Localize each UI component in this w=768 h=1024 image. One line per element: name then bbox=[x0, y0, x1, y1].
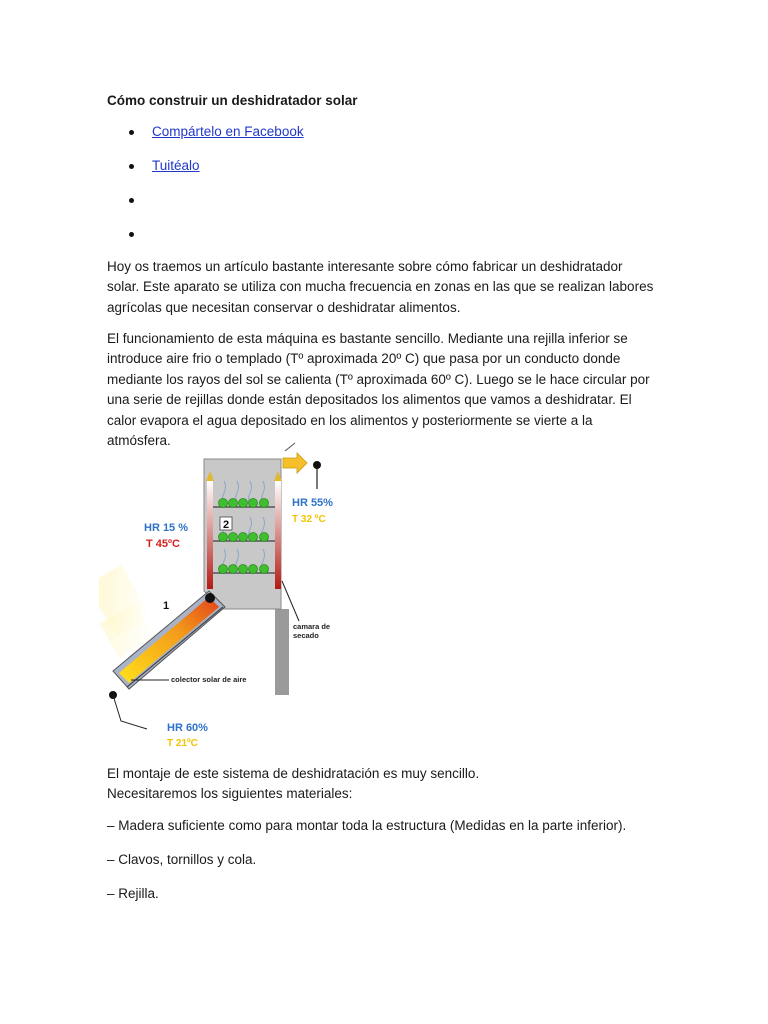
material-item: – Rejilla. bbox=[107, 886, 159, 901]
share-item-facebook bbox=[107, 122, 304, 156]
share-facebook-link[interactable]: Compártelo en Facebook bbox=[152, 124, 304, 139]
drying-chamber bbox=[204, 459, 282, 609]
materials-intro-paragraph: El montaje de este sistema de deshidratación es muy sencillo. Necesitaremos los siguientes materiales: bbox=[107, 766, 480, 802]
share-twitter-link[interactable]: Tuitéalo bbox=[152, 158, 200, 173]
chamber-label-line1: camara de bbox=[293, 622, 331, 631]
t-mid-label: T 45ºC bbox=[146, 538, 180, 550]
share-list bbox=[107, 122, 304, 258]
hr-mid-label: HR 15 % bbox=[144, 522, 189, 534]
hr-top-label: HR 55% bbox=[292, 497, 333, 509]
exhaust-arrow bbox=[283, 443, 321, 489]
share-item-empty-1 bbox=[107, 190, 304, 224]
solar-dryer-diagram bbox=[99, 441, 343, 751]
share-item-empty-2 bbox=[107, 224, 304, 258]
support-leg bbox=[275, 609, 289, 695]
diagram-number-1: 1 bbox=[163, 600, 170, 612]
material-item: – Clavos, tornillos y cola. bbox=[107, 852, 257, 867]
explanation-paragraph: El funcionamiento de esta máquina es bastante sencillo. Mediante una rejilla inferior se introduce aire frio o templado (Tº aproximada 20º C) que pasa por un conducto donde mediante los rayos del sol se calienta (Tº aproximada 60º C). Luego se le hace circular por una serie de rejillas donde están depositados los alimentos que vamos a deshidratar. El calor evapora el agua depositado en los alimentos y posteriormente se vierte a la atmósfera. bbox=[107, 331, 650, 449]
chamber-label-line2: secado bbox=[293, 631, 319, 640]
t-top-label: T 32 ºC bbox=[292, 514, 326, 525]
diagram-svg bbox=[99, 441, 343, 751]
material-item: – Madera suficiente como para montar toda la estructura (Medidas en la parte inferior). bbox=[107, 818, 627, 833]
article-title: Cómo construir un deshidratador solar bbox=[107, 93, 358, 108]
intro-paragraph: Hoy os traemos un artículo bastante interesante sobre cómo fabricar un deshidratador solar. Este aparato se utiliza con mucha frecuencia en zonas en las que se realizan labores agrícolas que necesitan conservar o deshidratar alimentos. bbox=[107, 259, 654, 315]
share-item-twitter bbox=[107, 156, 304, 190]
hr-bottom-label: HR 60% bbox=[167, 722, 208, 734]
collector-label: colector solar de aire bbox=[171, 675, 247, 684]
diagram-number-2: 2 bbox=[223, 519, 230, 531]
t-bottom-label: T 21ºC bbox=[167, 738, 198, 749]
